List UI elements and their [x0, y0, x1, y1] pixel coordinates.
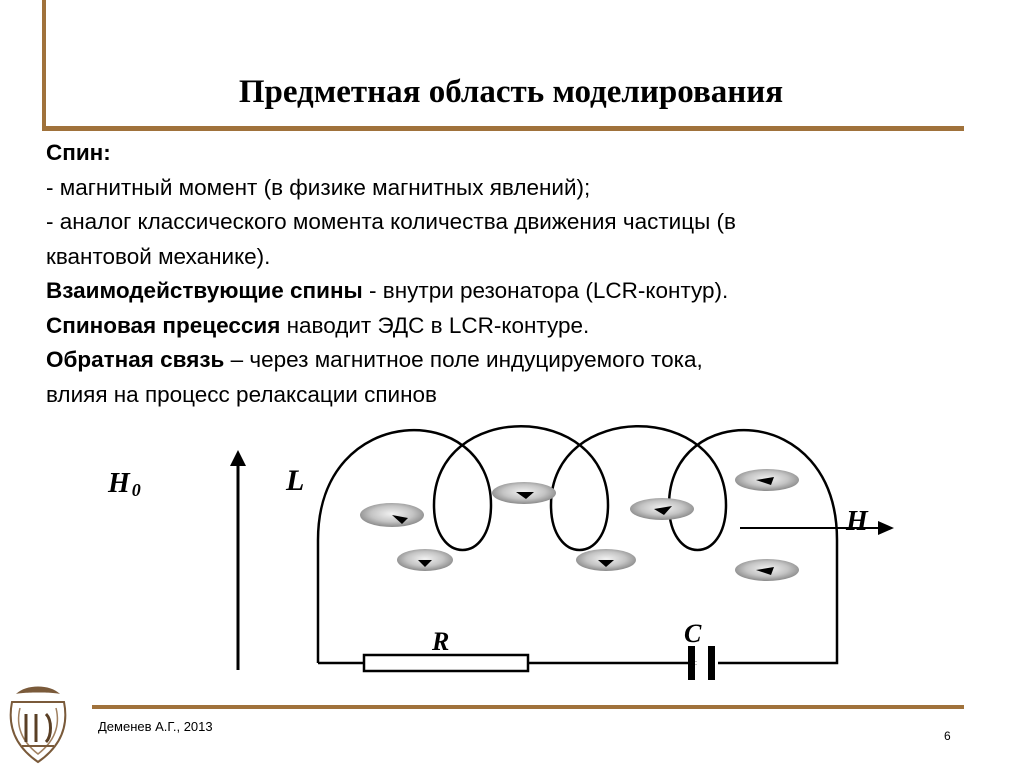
spin-ellipse-icon [492, 482, 556, 504]
spin-ellipse-icon [630, 498, 694, 520]
slide-title: Предметная область моделирования [238, 74, 784, 110]
slide-body [46, 136, 946, 412]
spin-precession-term: Спиновая прецессия [46, 312, 281, 338]
inductance-label: L [286, 464, 305, 497]
body-line-2b: квантовой механике). [46, 243, 271, 269]
feedback-term: Обратная связь [46, 347, 225, 372]
resistor-label: R [432, 627, 450, 656]
footer-rule [92, 705, 964, 709]
body-line-4: Спиновая прецессия наводит ЭДС в LCR-контуре. [46, 312, 590, 338]
body-line-5: Обратная связь – через магнитное поле индуцируемого тока, [46, 347, 703, 372]
spin-ellipse-icon [397, 549, 453, 571]
spin-ellipse-icon [576, 549, 636, 571]
spin-ellipse-icon [360, 503, 424, 527]
university-logo-icon [2, 684, 74, 766]
h0-label: H 0 [108, 468, 141, 500]
capacitor-icon [688, 646, 715, 680]
resistor-icon [364, 655, 528, 671]
spin-ellipse-icon [735, 469, 799, 491]
lcr-circuit-diagram [96, 420, 966, 685]
up-arrow-icon [230, 450, 246, 670]
body-line-6: влияя на процесс релаксации спинов [46, 381, 438, 407]
capacitor-label: C [684, 619, 702, 648]
body-line-2a: - аналог классического момента количества движения частицы (в [46, 209, 736, 234]
interacting-spins-term: Взаимодействующие спины [46, 278, 363, 303]
spin-heading: Спин: [46, 140, 111, 165]
spin-ellipse-icon [735, 559, 799, 581]
footer-author: Деменев А.Г., 2013 [98, 719, 213, 734]
page-number: 6 [944, 729, 951, 743]
body-line-3: Взаимодействующие спины - внутри резонатора (LCR-контур). [46, 278, 729, 303]
title-underline-rule [42, 126, 964, 131]
body-line-1: - магнитный момент (в физике магнитных явлений); [46, 174, 591, 200]
h-field-arrow [740, 521, 894, 535]
h-field-label: H [846, 506, 868, 537]
lcr-circuit-wire [318, 426, 837, 663]
